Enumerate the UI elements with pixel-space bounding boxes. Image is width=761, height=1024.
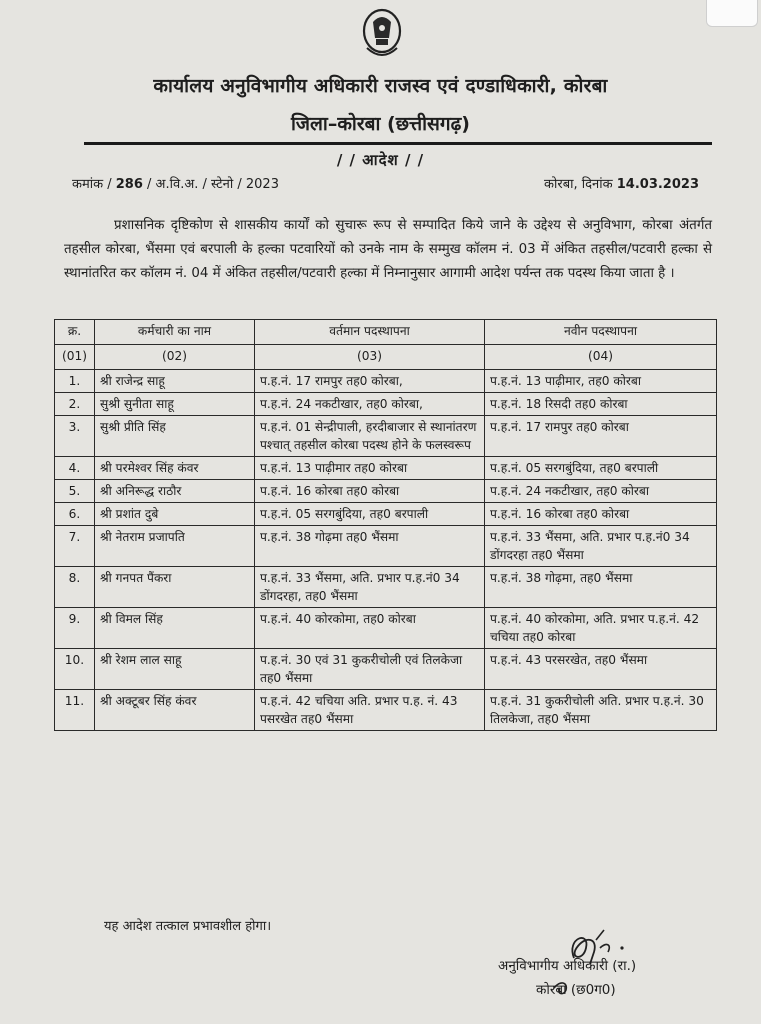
table-body bbox=[55, 370, 717, 731]
row-new-posting: प.ह.नं. 17 रामपुर तह0 कोरबा bbox=[485, 416, 717, 457]
table-row bbox=[55, 567, 717, 608]
table-row bbox=[55, 457, 717, 480]
row-serial: 1. bbox=[55, 370, 95, 393]
signatory-place: कोरबा (छ0ग0) bbox=[536, 982, 616, 998]
district-title: जिला–कोरबा (छत्तीसगढ़) bbox=[291, 113, 470, 135]
row-employee-name: श्री अनिरूद्ध राठौर bbox=[95, 480, 255, 503]
table-row bbox=[55, 416, 717, 457]
row-new-posting: प.ह.नं. 43 परसरखेत, तह0 भैंसमा bbox=[485, 649, 717, 690]
row-serial: 8. bbox=[55, 567, 95, 608]
row-employee-name: सुश्री सुनीता साहू bbox=[95, 393, 255, 416]
row-current-posting: प.ह.नं. 42 चचिया अति. प्रभार प.ह. नं. 43 पसरखेत तह0 भैंसमा bbox=[255, 690, 485, 731]
row-new-posting: प.ह.नं. 05 सरगबुंदिया, तह0 बरपाली bbox=[485, 457, 717, 480]
state-emblem-icon bbox=[357, 4, 407, 64]
reference-number: कमांक / 286 / अ.वि.अ. / स्टेनो / 2023 bbox=[72, 177, 279, 192]
row-serial: 11. bbox=[55, 690, 95, 731]
row-employee-name: सुश्री प्रीति सिंह bbox=[95, 416, 255, 457]
column-number: (02) bbox=[95, 345, 255, 370]
row-current-posting: प.ह.नं. 01 सेन्द्रीपाली, हरदीबाजार से स्थानांतरण पश्चात् तहसील कोरबा पदस्थ होने के फलस्वरूप bbox=[255, 416, 485, 457]
row-employee-name: श्री गनपत पैंकरा bbox=[95, 567, 255, 608]
row-new-posting: प.ह.नं. 13 पाढ़ीमार, तह0 कोरबा bbox=[485, 370, 717, 393]
row-serial: 2. bbox=[55, 393, 95, 416]
header-current-posting: वर्तमान पदस्थापना bbox=[255, 320, 485, 345]
row-serial: 6. bbox=[55, 503, 95, 526]
row-employee-name: श्री विमल सिंह bbox=[95, 608, 255, 649]
table-row bbox=[55, 370, 717, 393]
row-serial: 9. bbox=[55, 608, 95, 649]
row-employee-name: श्री नेतराम प्रजापति bbox=[95, 526, 255, 567]
row-current-posting: प.ह.नं. 33 भैंसमा, अति. प्रभार प.ह.नं0 34 डोंगदरहा, तह0 भैंसमा bbox=[255, 567, 485, 608]
row-serial: 4. bbox=[55, 457, 95, 480]
row-serial: 3. bbox=[55, 416, 95, 457]
row-current-posting: प.ह.नं. 17 रामपुर तह0 कोरबा, bbox=[255, 370, 485, 393]
header-employee-name: कर्मचारी का नाम bbox=[95, 320, 255, 345]
table-row bbox=[55, 690, 717, 731]
row-current-posting: प.ह.नं. 13 पाढ़ीमार तह0 कोरबा bbox=[255, 457, 485, 480]
order-paragraph: प्रशासनिक दृष्टिकोण से शासकीय कार्यों को सुचारू रूप से सम्पादित किये जाने के उद्देश्य से अनुविभाग, कोरबा अंतर्गत तहसील कोरबा, भैंसमा एवं बरपाली के हल्का पटवारियों को उनके नाम के सम्मुख कॉलम नं. 03 में अंकित तहसील/पटवारी हल्का से स्थानांतरित कर कॉलम नं. 04 में अंकित तहसील/पटवारी हल्का में निम्नानुसार आगामी आदेश पर्यन्त तक पदस्थ किया जाता है । bbox=[64, 218, 712, 281]
row-new-posting: प.ह.नं. 33 भैंसमा, अति. प्रभार प.ह.नं0 34 डोंगदरहा तह0 भैंसमा bbox=[485, 526, 717, 567]
row-employee-name: श्री राजेन्द्र साहू bbox=[95, 370, 255, 393]
row-current-posting: प.ह.नं. 40 कोरकोमा, तह0 कोरबा bbox=[255, 608, 485, 649]
table-row bbox=[55, 608, 717, 649]
row-current-posting: प.ह.नं. 05 सरगबुंदिया, तह0 बरपाली bbox=[255, 503, 485, 526]
office-title: कार्यालय अनुविभागीय अधिकारी राजस्व एवं दण्डाधिकारी, कोरबा bbox=[153, 75, 608, 97]
header-new-posting: नवीन पदस्थापना bbox=[485, 320, 717, 345]
row-serial: 5. bbox=[55, 480, 95, 503]
header-divider bbox=[84, 142, 712, 145]
row-current-posting: प.ह.नं. 38 गोढ़मा तह0 भैंसमा bbox=[255, 526, 485, 567]
row-serial: 10. bbox=[55, 649, 95, 690]
row-new-posting: प.ह.नं. 38 गोढ़मा, तह0 भैंसमा bbox=[485, 567, 717, 608]
header-serial: क्र. bbox=[55, 320, 95, 345]
table-row bbox=[55, 503, 717, 526]
row-employee-name: श्री परमेश्वर सिंह कंवर bbox=[95, 457, 255, 480]
table-header-row bbox=[55, 320, 717, 345]
row-current-posting: प.ह.नं. 30 एवं 31 कुकरीचोली एवं तिलकेजा तह0 भैंसमा bbox=[255, 649, 485, 690]
table-row bbox=[55, 649, 717, 690]
row-new-posting: प.ह.नं. 40 कोरकोमा, अति. प्रभार प.ह.नं. 42 चचिया तह0 कोरबा bbox=[485, 608, 717, 649]
order-date: कोरबा, दिनांक 14.03.2023 bbox=[544, 177, 699, 192]
row-current-posting: प.ह.नं. 24 नकटीखार, तह0 कोरबा, bbox=[255, 393, 485, 416]
column-number: (01) bbox=[55, 345, 95, 370]
row-employee-name: श्री अक्टूबर सिंह कंवर bbox=[95, 690, 255, 731]
column-number: (03) bbox=[255, 345, 485, 370]
table-row bbox=[55, 393, 717, 416]
order-heading: / / आदेश / / bbox=[336, 151, 425, 169]
table-row bbox=[55, 480, 717, 503]
table-row bbox=[55, 526, 717, 567]
row-new-posting: प.ह.नं. 31 कुकरीचोली अति. प्रभार प.ह.नं. 30 तिलकेजा, तह0 भैंसमा bbox=[485, 690, 717, 731]
row-employee-name: श्री रेशम लाल साहू bbox=[95, 649, 255, 690]
row-new-posting: प.ह.नं. 16 कोरबा तह0 कोरबा bbox=[485, 503, 717, 526]
column-number: (04) bbox=[485, 345, 717, 370]
row-new-posting: प.ह.नं. 18 रिसदी तह0 कोरबा bbox=[485, 393, 717, 416]
row-employee-name: श्री प्रशांत दुबे bbox=[95, 503, 255, 526]
window-button-icon[interactable] bbox=[706, 0, 758, 27]
column-number-row bbox=[55, 345, 717, 370]
row-new-posting: प.ह.नं. 24 नकटीखार, तह0 कोरबा bbox=[485, 480, 717, 503]
row-current-posting: प.ह.नं. 16 कोरबा तह0 कोरबा bbox=[255, 480, 485, 503]
effective-note: यह आदेश तत्काल प्रभावशील होगा। bbox=[104, 919, 272, 934]
row-serial: 7. bbox=[55, 526, 95, 567]
transfer-table bbox=[54, 319, 717, 731]
signatory-title: अनुविभागीय अधिकारी (रा.) bbox=[498, 958, 637, 974]
